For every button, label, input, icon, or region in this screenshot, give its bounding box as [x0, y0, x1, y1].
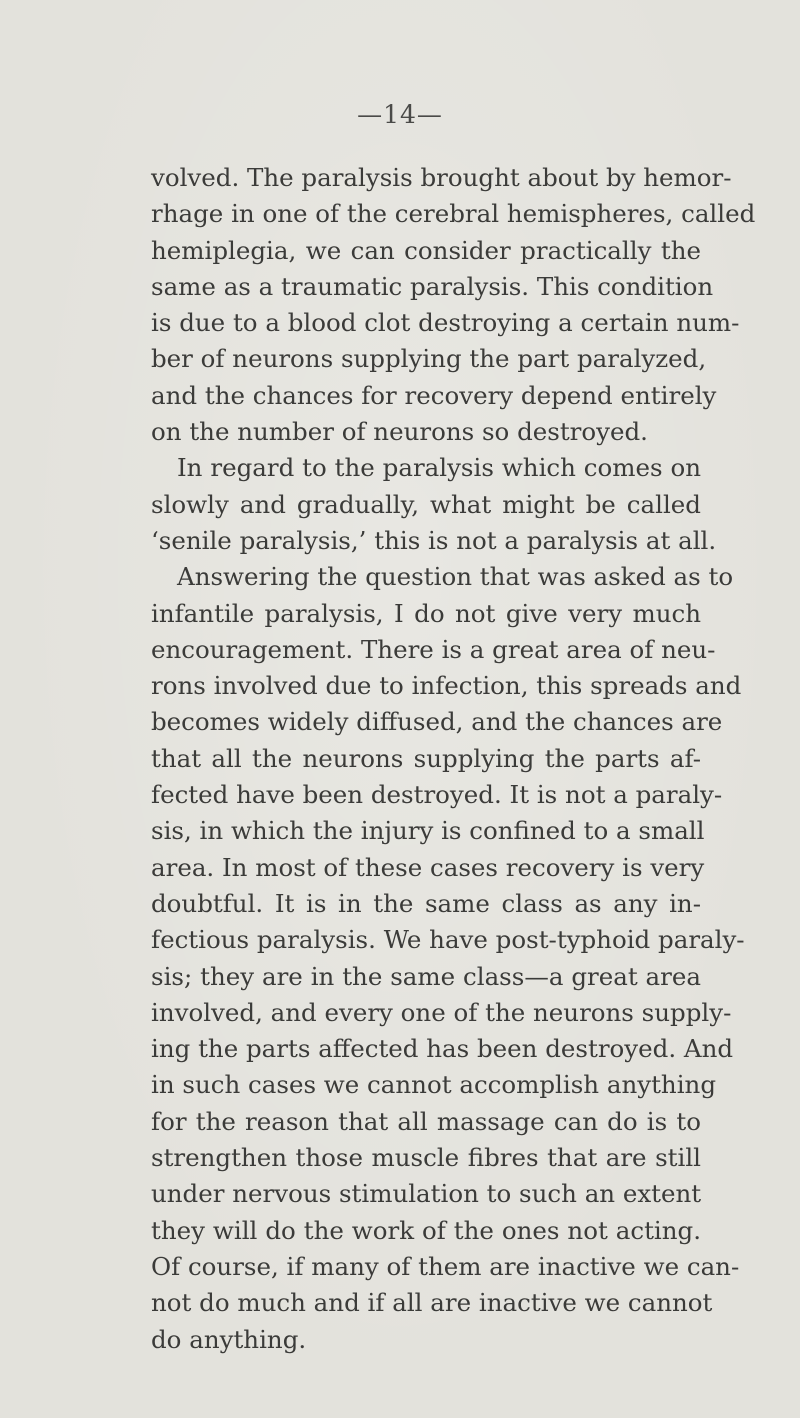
text-line: Answering the question that was asked as to	[177, 562, 734, 592]
text-line: infantile paralysis, I do not give very much	[151, 598, 701, 628]
text-line: rons involved due to infection, this spreads and	[151, 671, 742, 701]
text-line: do anything.	[151, 1324, 307, 1354]
text-line: rhage in one of the cerebral hemispheres, called	[151, 199, 756, 229]
text-line: hemiplegia, we can consider practically the	[151, 235, 701, 265]
text-line: volved. The paralysis brought about by hemor-	[151, 163, 732, 192]
text-line: encouragement. There is a great area of neu-	[151, 634, 716, 664]
text-line: sis; they are in the same class—a great area	[151, 961, 701, 991]
text-line: doubtful. It is in the same class as any in-	[151, 888, 701, 918]
text-line: ber of neurons supplying the part paralyzed,	[151, 344, 707, 374]
page-number: —14—	[357, 100, 443, 129]
text-line: In regard to the paralysis which comes on	[177, 453, 701, 483]
text-line: not do much and if all are inactive we cannot	[151, 1288, 713, 1318]
text-line: is due to a blood clot destroying a certain num-	[151, 308, 740, 338]
text-line: area. In most of these cases recovery is very	[151, 852, 705, 882]
text-line: fected have been destroyed. It is not a paraly-	[151, 780, 723, 810]
text-line: involved, and every one of the neurons supply-	[151, 997, 732, 1027]
text-line: becomes widely diffused, and the chances are	[151, 707, 723, 737]
text-line: sis, in which the injury is confined to a small	[151, 816, 705, 846]
text-line: fectious paralysis. We have post-typhoid paraly-	[151, 925, 745, 955]
text-line: ‘senile paralysis,’ this is not a paralysis at all.	[151, 525, 717, 555]
text-line: for the reason that all massage can do is to	[151, 1106, 701, 1136]
text-line: they will do the work of the ones not acting.	[151, 1215, 701, 1245]
text-line: on the number of neurons so destroyed.	[151, 417, 648, 447]
text-line: slowly and gradually, what might be called	[151, 489, 701, 519]
text-line: in such cases we cannot accomplish anything	[151, 1070, 717, 1100]
text-line: ing the parts affected has been destroyed. And	[151, 1034, 734, 1064]
text-line: Of course, if many of them are inactive we can-	[151, 1251, 740, 1281]
text-line: under nervous stimulation to such an extent	[151, 1179, 702, 1209]
body-text	[151, 160, 756, 1358]
text-line: that all the neurons supplying the parts af-	[151, 743, 701, 773]
text-line: and the chances for recovery depend entirely	[151, 380, 717, 410]
text-line: strengthen those muscle fibres that are still	[151, 1143, 701, 1173]
text-line: same as a traumatic paralysis. This condition	[151, 271, 714, 301]
